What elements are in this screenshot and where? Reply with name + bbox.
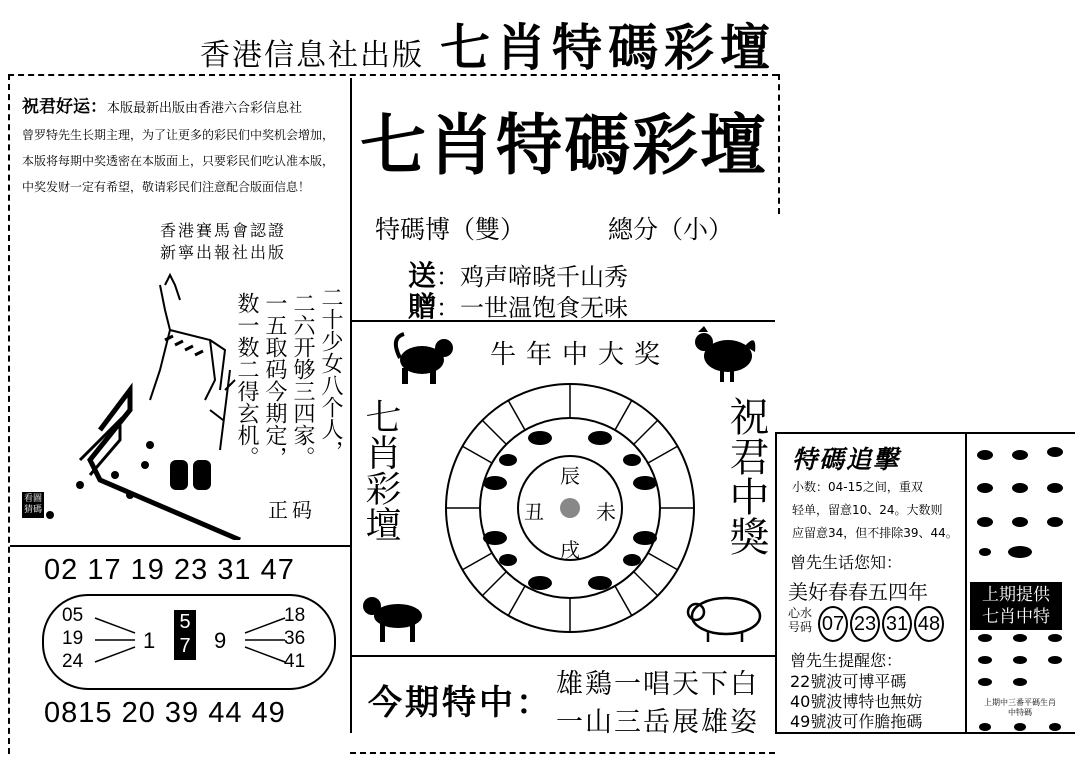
certify-line-1: 香港賽馬會認證	[160, 221, 287, 240]
right-heading: 特碼追擊	[792, 445, 901, 474]
poem-col-4: 数一数二得玄机。	[234, 292, 259, 468]
zodiac-animals-top-icon	[970, 440, 1070, 570]
poem-col-2: 二六开够三四家。	[290, 292, 315, 468]
wheel-banner: 牛年中大奖	[490, 340, 671, 370]
right-text-2: 轻单，留意10、24。大数则	[792, 503, 943, 517]
zodiac-animals-bottom-icon	[970, 630, 1070, 690]
remind-block	[790, 672, 922, 732]
numbers-row-2: 0815 20 39 44 49	[44, 697, 286, 729]
send-label: 送	[408, 259, 437, 292]
right-top-line	[775, 432, 1075, 434]
center-bottom-dashed	[350, 752, 775, 754]
wheel-inner-right: 未	[596, 500, 616, 524]
bottom-label: 今期特中：	[368, 683, 553, 723]
greeting-line-1: 本版最新出版由香港六合彩信息社	[107, 101, 303, 116]
heart-label-2: 号码	[788, 620, 813, 634]
heart-number: 07	[818, 606, 848, 642]
top-dashed-border	[8, 74, 778, 76]
greeting-line-4: 中奖发财一定有希望，敬请彩民们注意配合版面信息！	[22, 180, 311, 194]
send-text: ：鸡声啼晓千山秀	[436, 263, 629, 291]
far-right-caption-1: 上期中三番平碼生肖	[984, 698, 1056, 707]
oval-center-left: 1	[143, 628, 156, 653]
remind-line-1: 22號波可博平碼	[790, 672, 907, 691]
last-issue-line-1: 上期提供	[982, 585, 1050, 605]
right-vertical-title: 祝君中獎	[723, 396, 769, 556]
pig-icon	[682, 588, 768, 644]
heart-number: 48	[914, 606, 944, 642]
left-panel-divider	[350, 78, 352, 733]
far-right-caption-2: 中特碼	[1008, 708, 1032, 717]
bottom-line-1: 雄鶏一唱天下白	[556, 669, 759, 700]
left-divider-1	[10, 545, 350, 547]
big-title: 七肖特碼彩壇	[360, 106, 768, 184]
oval-center-right: 9	[214, 628, 227, 653]
far-right-divider	[965, 432, 967, 732]
remind-heading: 曾先生提醒您：	[790, 651, 903, 670]
far-right-caption	[970, 698, 1070, 718]
oval-box-top: 5	[179, 611, 191, 633]
last-issue-line-2: 七肖中特	[982, 607, 1050, 627]
wheel-inner-top: 辰	[560, 464, 580, 488]
gift-label: 贈	[408, 290, 437, 323]
oval-number: 19	[62, 628, 84, 649]
remind-line-3: 49號波可作膽拖碼	[790, 712, 923, 731]
picture-label: 看圖猜碼	[22, 492, 44, 518]
zodiac-animals-footer-icon	[970, 720, 1070, 734]
greeting-line-3: 本版将每期中奖透密在本版面上，只要彩民们吃认准本版，	[22, 154, 335, 168]
wheel-inner-bottom: 戌	[560, 538, 580, 562]
heart-label-1: 心水	[788, 606, 813, 620]
left-vertical-title: 七肖彩壇	[360, 398, 401, 542]
right-text-3: 应留意34，但不排除39、44。	[792, 526, 958, 540]
oval-number: 18	[284, 605, 306, 626]
notice-heading: 曾先生话您知：	[790, 553, 903, 572]
zodiac-wheel-icon	[440, 378, 700, 638]
heart-number: 23	[850, 606, 880, 642]
rooster-icon	[690, 326, 758, 384]
last-issue-box	[970, 582, 1062, 630]
bottom-line-2: 一山三岳展雄姿	[556, 707, 759, 738]
right-text-1: 小数：04-15之间，重双	[792, 480, 923, 494]
poem-tag: 正码	[268, 498, 316, 522]
bet-line-b: 總分（小）	[608, 215, 734, 244]
certify-line-2: 新寧出報社出版	[160, 243, 287, 262]
oval-number: 24	[62, 651, 84, 672]
poem-col-3: 一五取码今期定，	[262, 292, 287, 468]
bet-line-a: 特碼博（雙）	[375, 215, 526, 244]
wheel-inner-left: 丑	[524, 500, 544, 524]
greeting-line-2: 曾罗特先生长期主理，为了让更多的彩民们中奖机会增加，	[22, 128, 335, 142]
right-text-block	[792, 476, 962, 545]
oval-number: 05	[62, 605, 84, 626]
remind-line-2: 40號波博特也無妨	[790, 692, 923, 711]
oval-number: 36	[284, 628, 306, 649]
heart-number: 31	[882, 606, 912, 642]
gift-row	[408, 285, 628, 325]
greeting-heading: 祝君好运：	[22, 97, 107, 117]
gift-text: ：一世温饱食无味	[436, 294, 629, 322]
poem-col-1: 二十少女八个人，	[318, 286, 343, 462]
greeting-block	[22, 94, 342, 200]
header-title: 七肖特碼彩壇	[440, 18, 776, 77]
oval-box-bottom: 7	[179, 635, 191, 657]
publisher: 香港信息社出版	[200, 38, 424, 73]
left-dashed-border	[8, 74, 10, 754]
oval-left-numbers	[62, 604, 83, 673]
center-right-divider	[775, 432, 777, 732]
right-dashed-border	[778, 74, 780, 214]
dog-icon	[360, 590, 432, 644]
phrase: 美好春春五四年	[788, 580, 928, 604]
heart-label	[788, 606, 812, 634]
center-divider-2	[350, 655, 775, 657]
oval-center-box	[174, 610, 196, 660]
zebra-scene-icon	[20, 270, 250, 540]
oval-number: 41	[284, 651, 306, 672]
heart-numbers	[818, 606, 946, 642]
numbers-row-1: 02 17 19 23 31 47	[44, 554, 295, 586]
